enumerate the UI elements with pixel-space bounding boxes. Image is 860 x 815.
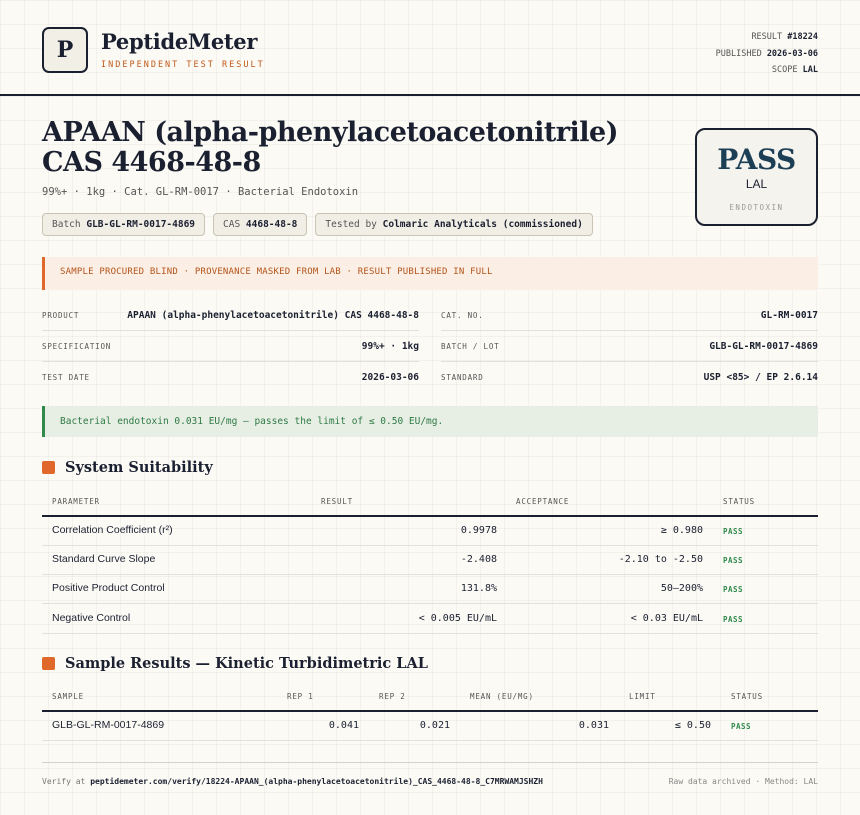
param-cell: Correlation Coefficient (r²) bbox=[52, 524, 173, 536]
batch-chip bbox=[42, 213, 205, 236]
cas-chip-value: 4468-48-8 bbox=[245, 219, 298, 230]
sample-cell: GLB-GL-RM-0017-4869 bbox=[52, 719, 165, 731]
column-header: PARAMETER bbox=[52, 497, 100, 506]
batch-chip-label: Batch bbox=[52, 219, 81, 230]
result-number: #18224 bbox=[787, 32, 818, 42]
result-cell: -2.408 bbox=[460, 554, 497, 565]
spec-value: APAAN (alpha-phenylacetoacetonitrile) CAS 4468-48-8 bbox=[127, 310, 419, 321]
scope-label: SCOPE bbox=[771, 65, 798, 75]
mean-cell: 0.031 bbox=[578, 720, 609, 731]
acceptance-cell: ≥ 0.980 bbox=[660, 525, 703, 536]
param-cell: Positive Product Control bbox=[52, 582, 165, 594]
verify-link[interactable]: peptidemeter.com/verify/18224-APAAN_(alpha-phenylacetoacetonitrile)_CAS_4468-48-8_C7MRWAMJSHZH bbox=[90, 777, 543, 786]
status-badge: PASS bbox=[723, 615, 744, 624]
tested-by-chip bbox=[315, 213, 592, 236]
report-header bbox=[0, 0, 860, 96]
column-header: STATUS bbox=[723, 497, 755, 506]
spec-test-date bbox=[42, 362, 419, 392]
verdict-method: LAL bbox=[745, 177, 768, 191]
blind-sample-notice: SAMPLE PROCURED BLIND · PROVENANCE MASKED FROM LAB · RESULT PUBLISHED IN FULL bbox=[42, 257, 818, 290]
brand-name: PeptideMeter bbox=[101, 29, 258, 54]
published-label: PUBLISHED bbox=[715, 48, 762, 59]
row-divider bbox=[42, 603, 818, 604]
row-divider bbox=[42, 574, 818, 575]
column-header: LIMIT bbox=[629, 692, 656, 701]
table-header-rule bbox=[42, 710, 818, 712]
table-header-rule bbox=[42, 515, 818, 517]
column-header: REP 1 bbox=[287, 692, 314, 701]
row-divider bbox=[42, 740, 818, 741]
spec-key: STANDARD bbox=[441, 372, 484, 382]
result-summary-banner: Bacterial endotoxin 0.031 EU/mg — passes the limit of ≤ 0.50 EU/mg. bbox=[42, 406, 818, 437]
info-chips bbox=[42, 213, 593, 236]
column-header: RESULT bbox=[321, 497, 353, 506]
column-header: MEAN (EU/MG) bbox=[470, 692, 534, 701]
param-cell: Standard Curve Slope bbox=[52, 553, 156, 565]
rep1-cell: 0.041 bbox=[328, 720, 359, 731]
verdict-stamp bbox=[695, 128, 818, 226]
status-badge: PASS bbox=[723, 556, 744, 565]
spec-value: GL-RM-0017 bbox=[760, 310, 818, 321]
status-badge: PASS bbox=[731, 722, 752, 731]
scope-value: LAL bbox=[802, 65, 818, 75]
row-divider bbox=[42, 633, 818, 634]
archive-note: Raw data archived · Method: LAL bbox=[668, 777, 818, 786]
acceptance-cell: 50–200% bbox=[660, 583, 703, 594]
result-label: RESULT bbox=[751, 32, 783, 42]
verify-text bbox=[42, 777, 543, 786]
column-header: REP 2 bbox=[379, 692, 406, 701]
samples-heading bbox=[42, 655, 428, 672]
section-marker-icon bbox=[42, 657, 55, 670]
row-divider bbox=[42, 545, 818, 546]
limit-cell: ≤ 0.50 bbox=[674, 720, 711, 731]
cas-chip bbox=[213, 213, 307, 236]
brand-tagline: INDEPENDENT TEST RESULT bbox=[101, 60, 265, 70]
brand-logo: P bbox=[42, 27, 88, 73]
column-header: SAMPLE bbox=[52, 692, 84, 701]
tested-by-label: Tested by bbox=[325, 219, 377, 230]
spec-key: CAT. NO. bbox=[441, 311, 484, 320]
section-marker-icon bbox=[42, 461, 55, 474]
status-badge: PASS bbox=[723, 585, 744, 594]
spec-value: 2026-03-06 bbox=[361, 371, 419, 383]
published-date: 2026-03-06 bbox=[766, 48, 818, 59]
spec-specification bbox=[42, 332, 419, 362]
report-meta bbox=[716, 29, 818, 79]
spec-value: 99%+ · 1kg bbox=[361, 341, 419, 352]
section-title: Sample Results — Kinetic Turbidimetric LAL bbox=[65, 655, 428, 672]
result-cell: 131.8% bbox=[460, 583, 497, 594]
param-cell: Negative Control bbox=[52, 612, 131, 624]
rep2-cell: 0.021 bbox=[419, 720, 450, 731]
spec-value: GLB-GL-RM-0017-4869 bbox=[709, 341, 818, 352]
verify-label: Verify at bbox=[42, 777, 86, 786]
verdict-tag: ENDOTOXIN bbox=[729, 203, 784, 212]
verdict-word: PASS bbox=[717, 143, 796, 176]
section-title: System Suitability bbox=[65, 459, 213, 476]
status-badge: PASS bbox=[723, 527, 744, 536]
spec-key: SPECIFICATION bbox=[42, 342, 112, 351]
acceptance-cell: < 0.03 EU/mL bbox=[630, 613, 703, 624]
footer-rule bbox=[42, 762, 818, 763]
spec-batch-lot bbox=[441, 332, 818, 362]
batch-chip-value: GLB-GL-RM-0017-4869 bbox=[86, 219, 196, 230]
column-header: ACCEPTANCE bbox=[516, 497, 570, 506]
spec-cat-no bbox=[441, 301, 818, 331]
spec-key: BATCH / LOT bbox=[441, 342, 500, 351]
spec-product bbox=[42, 301, 419, 331]
product-subline: 99%+ · 1kg · Cat. GL-RM-0017 · Bacterial Endotoxin bbox=[42, 186, 359, 198]
spec-key: TEST DATE bbox=[42, 372, 90, 382]
cas-chip-label: CAS bbox=[223, 219, 241, 230]
spec-key: PRODUCT bbox=[42, 311, 80, 320]
result-cell: 0.9978 bbox=[460, 525, 497, 536]
spec-standard bbox=[441, 362, 818, 392]
spec-value: USP <85> / EP 2.6.14 bbox=[703, 371, 818, 383]
tested-by-value: Colmaric Analyticals (commissioned) bbox=[382, 219, 583, 230]
suitability-heading bbox=[42, 459, 213, 476]
result-cell: < 0.005 EU/mL bbox=[418, 613, 497, 624]
column-header: STATUS bbox=[731, 692, 763, 701]
acceptance-cell: -2.10 to -2.50 bbox=[618, 554, 703, 565]
product-title: APAAN (alpha-phenylacetoacetonitrile) CAS 4468-48-8 bbox=[42, 117, 619, 178]
